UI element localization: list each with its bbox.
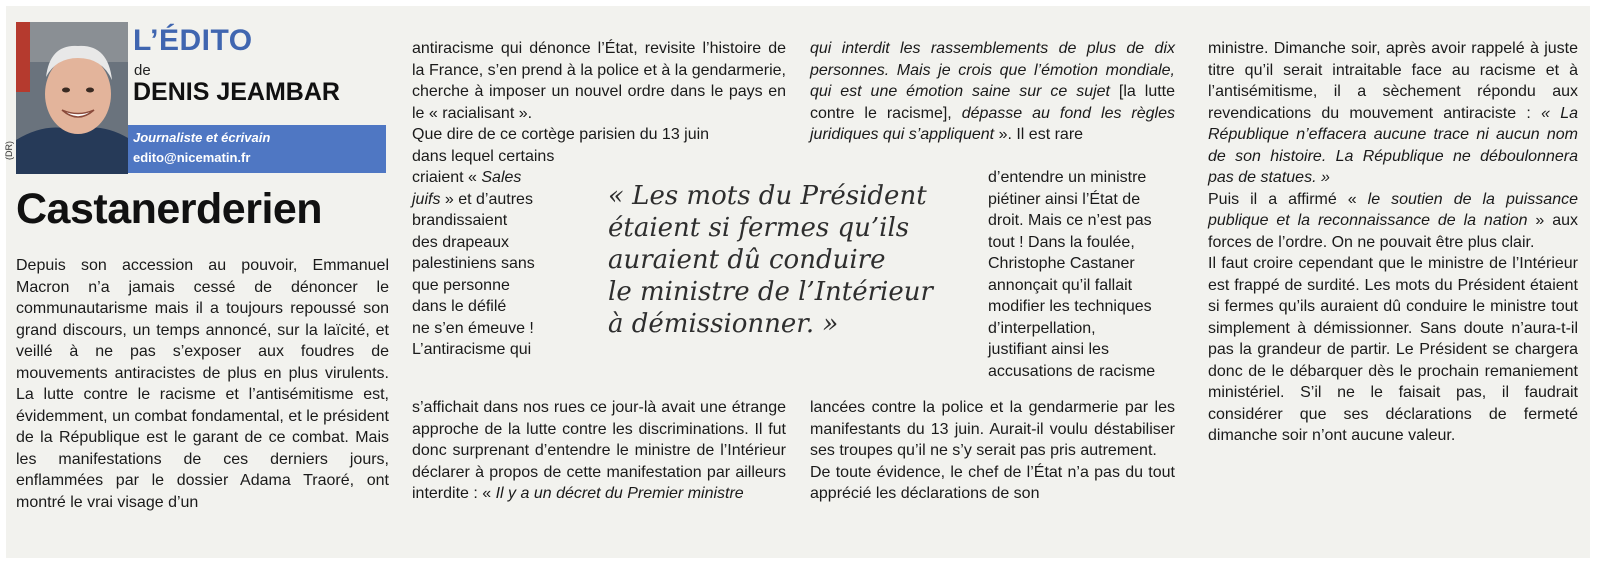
col3-line: modifier les techniques bbox=[988, 298, 1152, 315]
col2-line: dans lequel certains bbox=[412, 147, 555, 165]
col3-line: droit. Mais ce n’est pas bbox=[988, 212, 1152, 229]
author-role: Journaliste et écrivain bbox=[133, 130, 271, 145]
col3-line: accusations de racisme bbox=[988, 362, 1156, 380]
col1-paragraph: Depuis son accession au pouvoir, Emmanuel Macron n’a jamais cessé de dénoncer le communautarisme mais il a toujours repoussé son grand discours, un temps annoncé, sur la laïcité, et veillé à ne pas s’exposer aux foudres de mouvements antiracistes de plus en plus virulents. La lutte contre le racisme et l’antisémitisme est, évidemment, un combat fondamental, et le président de la République est le garant de ce combat. Mais les manifestations de ces derniers jours, enflammées par le dossier Adama Traoré, ont montré le vrai visage d’un bbox=[16, 257, 389, 511]
pull-quote-line: à démissionner. » bbox=[608, 309, 839, 339]
col2-line: Que dire de ce cortège parisien du 13 juin bbox=[412, 126, 710, 143]
col3-line: Christophe Castaner bbox=[988, 255, 1135, 272]
col2-quote-text: Il y a un décret du Premier ministre bbox=[495, 485, 744, 502]
column-4 bbox=[1208, 38, 1578, 447]
col2-line: des drapeaux bbox=[412, 233, 509, 251]
col4-quote-text: le soutien de la puissance publique et la reconnaissance de la nation bbox=[1208, 190, 1579, 229]
article-headline: Castanerderien bbox=[16, 185, 323, 233]
column-3-narrow bbox=[988, 167, 1178, 382]
column-2-bottom bbox=[412, 397, 786, 505]
col4-text: ministre. Dimanche soir, après avoir rappelé à juste titre qu’il serait intraitable face au racisme et à l’antisémitisme, il a sèchement répondu aux revendications du mouvement antiraciste : bbox=[1208, 40, 1578, 122]
author-photo bbox=[16, 22, 128, 174]
pull-quote-line: le ministre de l’Intérieur bbox=[608, 277, 933, 307]
col4-paragraph-3: Il faut croire cependant que le ministre de l’Intérieur est frappé de surdité. Les mots du Président étaient si fermes qu’ils auraient dû conduire le ministre tout simplement à démissionner. Sans doute n’aura-t-il pas la grandeur de partir. Le Président se chargera donc de le débarquer dès le prochain remaniement ministériel. S’il ne le faisait pas, il faudrait considérer que ses déclarations de fermeté dimanche soir n’ont aucune valeur. bbox=[1208, 255, 1578, 444]
col2-line: L’antiracisme qui bbox=[412, 341, 532, 358]
col2-text: » et d’autres bbox=[440, 190, 533, 208]
author-email: edito@nicematin.fr bbox=[133, 150, 251, 165]
col2-text: criaient « bbox=[412, 169, 482, 186]
col3-line: justifiant ainsi les bbox=[988, 341, 1109, 358]
col3-quote-text: dépasse au fond les règles juridiques qui s’appliquent bbox=[810, 104, 1175, 143]
col2-line: dans le défilé bbox=[412, 298, 507, 315]
pull-quote-line: « Les mots du Président bbox=[608, 181, 927, 211]
by-word: de bbox=[134, 62, 151, 79]
col2-line: palestiniens sans bbox=[412, 255, 535, 272]
col4-paragraph-2 bbox=[1208, 189, 1578, 254]
col2-line: ne s’en émeuve ! bbox=[412, 319, 534, 337]
col3-text: ». Il est rare bbox=[994, 126, 1084, 143]
col2-paragraph-2 bbox=[412, 397, 786, 505]
column-3-top bbox=[810, 38, 1175, 146]
col3-paragraph-1 bbox=[810, 38, 1175, 146]
col4-text: » aux forces de l’ordre. On ne pouvait être plus clair. bbox=[1208, 212, 1578, 251]
col3-paragraph-3: De toute évidence, le chef de l’État n’a pas du tout apprécié les déclarations de son bbox=[810, 463, 1175, 502]
author-portrait-image bbox=[16, 22, 128, 174]
col3-line: d’entendre un ministre bbox=[988, 169, 1147, 186]
pull-quote bbox=[608, 180, 978, 340]
section-title: L’ÉDITO bbox=[133, 24, 253, 57]
col2-line: que personne bbox=[412, 276, 510, 294]
col3-text: [la lutte contre le racisme], bbox=[810, 83, 1175, 122]
col4-text: Puis il a affirmé « bbox=[1208, 190, 1368, 208]
col2-text: s’affichait dans nos rues ce jour-là avait une étrange approche de la lutte contre les discriminations. Il fut donc surprenant d’entendre le ministre de l’Intérieur déclarer à propos de cette manifestation par ailleurs interdite : « bbox=[412, 399, 786, 502]
col3-line: tout ! Dans la foulée, bbox=[988, 233, 1135, 251]
pull-quote-line: étaient si fermes qu’ils bbox=[608, 213, 910, 243]
col2-quote-text: Sales bbox=[481, 169, 522, 186]
col3-line: annonçait qu’il fallait bbox=[988, 276, 1133, 294]
col3-quote-text: qui interdit les rassemblements de plus de dix personnes. Mais je crois que l’émotion mondiale, qui est une émotion saine sur ce sujet bbox=[810, 40, 1175, 100]
photo-credit: (DR) bbox=[4, 141, 14, 160]
col3-paragraph-2: lancées contre la police et la gendarmerie par les manifestants du 13 juin. Aurait-il voulu déstabiliser ses troupes qu’il ne s’y serait pas pris autrement. bbox=[810, 399, 1175, 459]
column-3-bottom bbox=[810, 397, 1175, 505]
col4-paragraph-1 bbox=[1208, 38, 1578, 189]
col2-line: brandissaient bbox=[412, 212, 508, 229]
pull-quote-line: auraient dû conduire bbox=[608, 245, 886, 275]
col3-line: piétiner ainsi l’État de bbox=[988, 190, 1141, 208]
col2-paragraph-1: antiracisme qui dénonce l’État, revisite l’histoire de la France, s’en prend à la police et à la gendarmerie, cherche à imposer un nouvel ordre dans le pays en le « racialisant ». bbox=[412, 40, 786, 122]
col4-quote-text: « La République n’effacera aucune trace ni aucun nom de son histoire. La République ne déboulonnera pas de statues. » bbox=[1208, 104, 1578, 186]
column-1 bbox=[16, 255, 389, 513]
column-2-top bbox=[412, 38, 786, 124]
author-name: DENIS JEAMBAR bbox=[133, 78, 340, 106]
col3-line: d’interpellation, bbox=[988, 319, 1096, 337]
col2-quote-text: juifs bbox=[412, 190, 441, 208]
